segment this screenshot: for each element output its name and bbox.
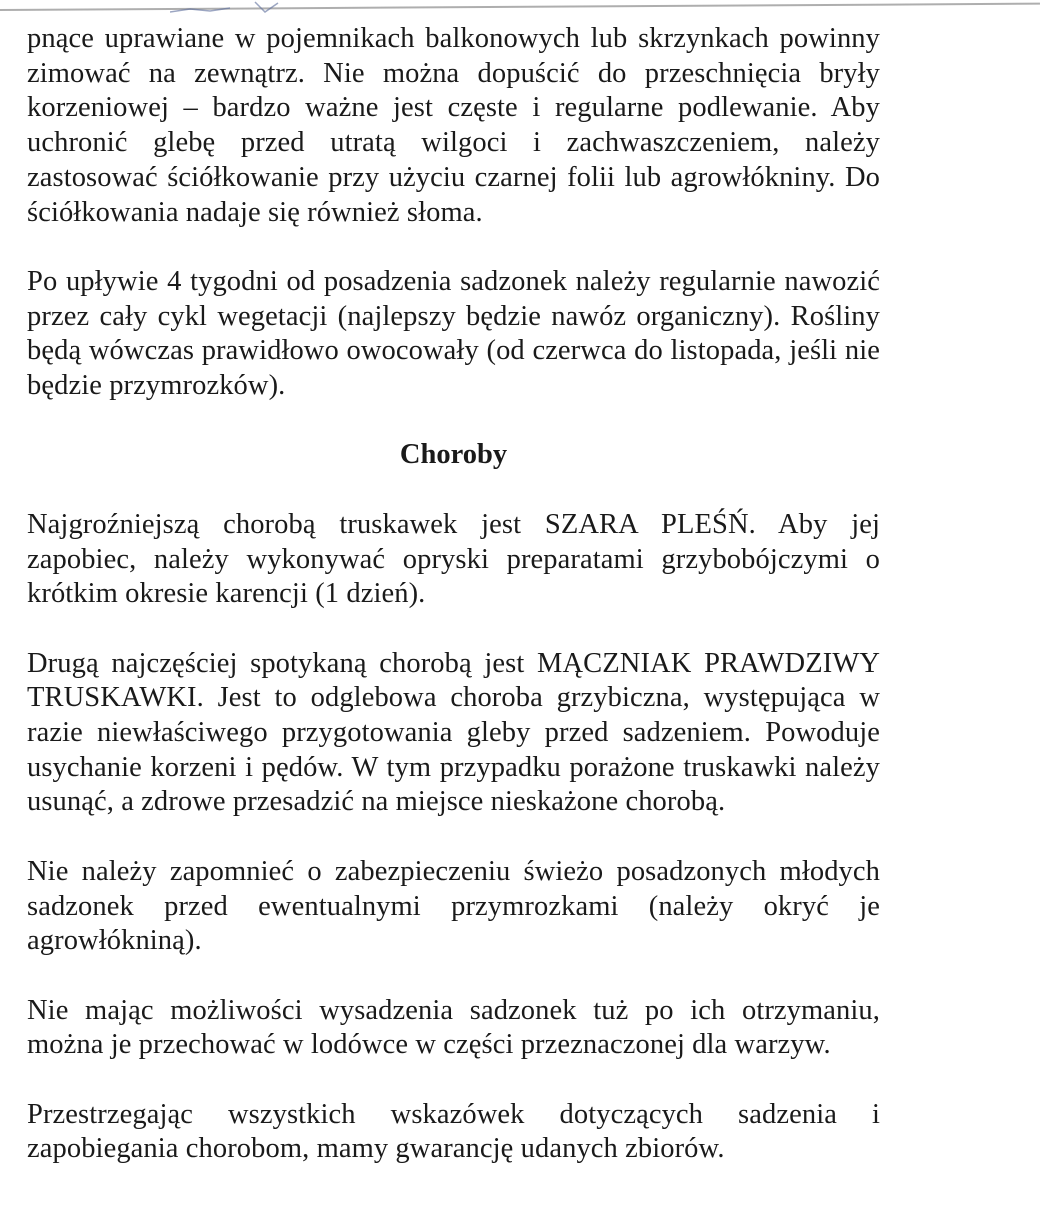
paragraph-conclusion: Przestrzegając wszystkich wskazówek dotyczących sadzenia i zapobiegania chorobom, mamy gwarancję udanych zbiorów. <box>27 1098 880 1165</box>
paragraph-storage: Nie mając możliwości wysadzenia sadzonek tuż po ich otrzymaniu, można je przechować w lodówce w części przeznaczonej dla warzyw. <box>27 994 880 1061</box>
paragraph-fertilizing: Po upływie 4 tygodni od posadzenia sadzonek należy regularnie nawozić przez cały cykl wegetacji (najlepszy będzie nawóz organiczny). Rośliny będą wówczas prawidłowo owocowały (od czerwca do listopada, jeśli nie będzie przymrozków). <box>27 265 880 402</box>
paragraph-watering: pnące uprawiane w pojemnikach balkonowych lub skrzynkach powinny zimować na zewnątrz. Nie można dopuścić do przeschnięcia bryły korzeniowej – bardzo ważne jest częste i regularne podlewanie. Aby uchronić glebę przed utratą wilgoci i zachwaszczeniem, należy zastosować ściółkowanie przy użyciu czarnej folii lub agrowłókniny. Do ściółkowania nadaje się również słoma. <box>27 23 880 228</box>
scan-edge-line <box>0 3 1040 11</box>
paragraph-grey-mould: Najgroźniejszą chorobą truskawek jest SZARA PLEŚŃ. Aby jej zapobiec, należy wykonywać opryski preparatami grzybobójczymi o krótkim okresie karencji (1 dzień). <box>27 508 880 610</box>
section-heading-diseases: Choroby <box>399 439 508 471</box>
scan-artifact-mark <box>170 0 300 14</box>
paragraph-frost-protection: Nie należy zapomnieć o zabezpieczeniu świeżo posadzonych młodych sadzonek przed ewentualnymi przymrozkami (należy okryć je agrowłókniną). <box>27 855 880 957</box>
paragraph-powdery-mildew: Drugą najczęściej spotykaną chorobą jest MĄCZNIAK PRAWDZIWY TRUSKAWKI. Jest to odglebowa choroba grzybiczna, występująca w razie niewłaściwego przygotowania gleby przed sadzeniem. Powoduje usychanie korzeni i pędów. W tym przypadku porażone truskawki należy usunąć, a zdrowe przesadzić na miejsce nieskażone chorobą. <box>27 647 880 818</box>
document-page <box>27 22 880 1167</box>
